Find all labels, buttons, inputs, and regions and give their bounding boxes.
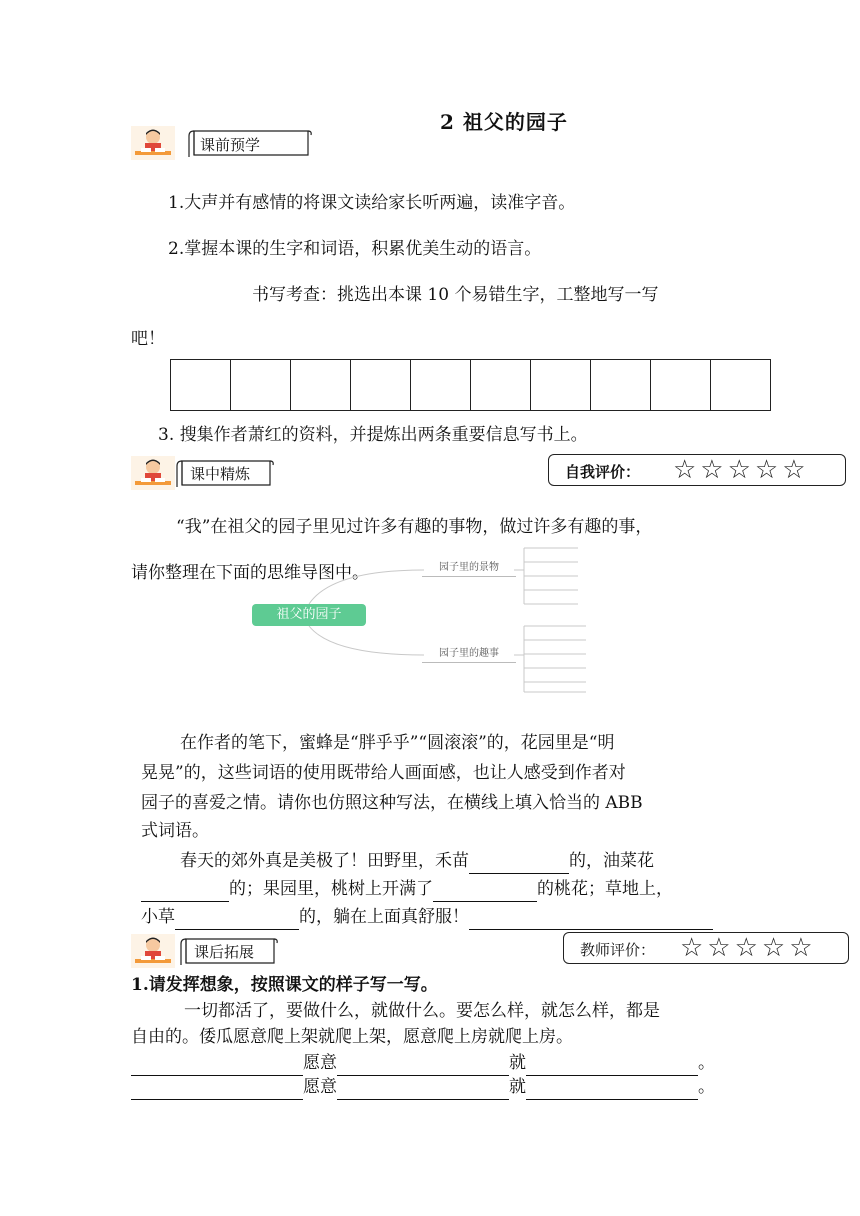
fill-line-2 (141, 876, 673, 902)
fill-text: 。 (698, 1077, 715, 1097)
fill-text: 愿意 (303, 1053, 337, 1073)
pre-writing-text: 书写考查：挑选出本课 10 个易错生字，工整地写一写 (252, 285, 659, 305)
blank-field[interactable] (526, 1081, 698, 1100)
post-example-line-2: 自由的。倭瓜愿意爬上架就爬上架，愿意爬上房就爬上房。 (131, 1027, 573, 1047)
teacher-eval-box (563, 932, 849, 964)
pre-item-1: 1.大声并有感情的将课文读给家长听两遍，读准字音。 (168, 193, 576, 213)
mid-para-line-3: 园子的喜爱之情。请你也仿照这种写法，在横线上填入恰当的 ABB (141, 793, 643, 813)
mind-map (252, 540, 588, 696)
pre-item-3: 3. 搜集作者萧红的资料，并提炼出两条重要信息写书上。 (158, 425, 588, 445)
fill-text: 的，躺在上面真舒服！ (299, 907, 469, 927)
mid-para-line-1: 在作者的笔下，蜜蜂是“胖乎乎”“圆滚滚”的，花园里是“明 (180, 733, 615, 753)
mind-map-root: 祖父的园子 (252, 604, 366, 626)
blank-field[interactable] (469, 855, 569, 874)
fill-line-3 (141, 904, 713, 930)
grid-cell[interactable] (471, 360, 531, 411)
fill-text: 小草 (141, 907, 175, 927)
blank-field[interactable] (469, 911, 713, 930)
mid-intro-1: “我”在祖父的园子里见过许多有趣的事物，做过许多有趣的事， (176, 517, 653, 537)
writing-grid[interactable] (170, 359, 771, 411)
section-label-mid: 课中精炼 (190, 465, 251, 483)
mind-map-branch-fun: 园子里的趣事 (422, 646, 516, 663)
blank-field[interactable] (337, 1081, 509, 1100)
post-fill-line-2 (131, 1074, 715, 1100)
fill-text: 愿意 (303, 1077, 337, 1097)
self-eval-stars[interactable]: ☆☆☆☆☆ (673, 455, 810, 485)
post-question-1: 1.请发挥想象，按照课文的样子写一写。 (131, 975, 438, 995)
self-eval-label: 自我评价： (565, 463, 641, 481)
student-reading-icon (131, 126, 175, 160)
fill-text: 的；果园里，桃树上开满了 (229, 879, 433, 899)
teacher-eval-label: 教师评价： (580, 941, 656, 959)
fill-text: 春天的郊外真是美极了！田野里，禾苗 (180, 851, 469, 871)
grid-cell[interactable] (351, 360, 411, 411)
grid-cell[interactable] (591, 360, 651, 411)
mid-para-line-2: 晃晃”的，这些词语的使用既带给人画面感，也让人感受到作者对 (141, 763, 626, 783)
grid-cell[interactable] (231, 360, 291, 411)
blank-field[interactable] (141, 883, 229, 902)
grid-cell[interactable] (531, 360, 591, 411)
student-reading-icon (131, 456, 175, 490)
fill-text: 的，油菜花 (569, 851, 654, 871)
teacher-eval-stars[interactable]: ☆☆☆☆☆ (680, 933, 817, 963)
grid-cell[interactable] (411, 360, 471, 411)
blank-field[interactable] (175, 911, 299, 930)
grid-cell[interactable] (171, 360, 231, 411)
fill-text: 。 (698, 1053, 715, 1073)
fill-text: 就 (509, 1053, 526, 1073)
fill-line-1 (180, 848, 654, 874)
blank-field[interactable] (433, 883, 537, 902)
pre-writing-text-end: 吧！ (131, 329, 165, 349)
post-fill-line-1 (131, 1050, 715, 1076)
grid-cell[interactable] (651, 360, 711, 411)
grid-cell[interactable] (711, 360, 771, 411)
mind-map-branch-scenery: 园子里的景物 (422, 560, 516, 577)
post-example-line-1: 一切都活了，要做什么，就做什么。要怎么样，就怎么样，都是 (184, 1001, 660, 1021)
pre-item-2: 2.掌握本课的生字和词语，积累优美生动的语言。 (168, 239, 542, 259)
fill-text: 就 (509, 1077, 526, 1097)
section-label-post: 课后拓展 (194, 943, 255, 961)
mid-para-line-4: 式词语。 (141, 821, 209, 841)
mid-intro-2: 请你整理在下面的思维导图中。 (131, 563, 369, 583)
self-eval-box (548, 454, 846, 486)
grid-cell[interactable] (291, 360, 351, 411)
blank-field[interactable] (131, 1081, 303, 1100)
student-reading-icon (131, 934, 175, 968)
page-title: 2 祖父的园子 (440, 110, 568, 134)
fill-text: 的桃花；草地上， (537, 879, 673, 899)
